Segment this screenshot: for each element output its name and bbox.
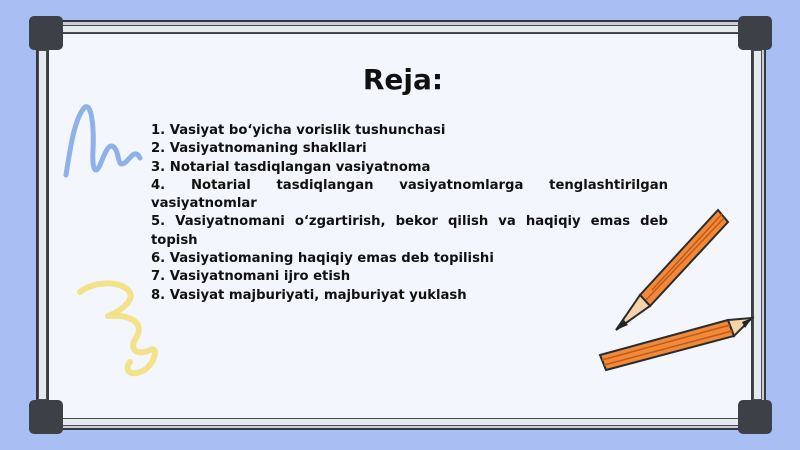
scribble-yellow-icon bbox=[80, 283, 155, 373]
plan-list bbox=[151, 122, 668, 305]
list-item: 6. Vasiyatiomaning haqiqiy emas deb topilishi bbox=[151, 251, 494, 267]
list-item: 2. Vasiyatnomaning shakllari bbox=[151, 141, 367, 157]
list-item: 4. Notarial tasdiqlangan vasiyatnomlarga tenglashtirilgan vasiyatnomlar bbox=[151, 177, 668, 212]
list-item: 5. Vasiyatnomani o‘zgartirish, bekor qilish va haqiqiy emas deb topish bbox=[151, 214, 668, 248]
list-item: 7. Vasiyatnomani ijro etish bbox=[151, 269, 351, 285]
list-item: 1. Vasiyat bo‘yicha vorislik tushunchasi bbox=[151, 123, 446, 138]
scribble-blue-icon bbox=[66, 107, 140, 175]
list-item: 3. Notarial tasdiqlangan vasiyatnoma bbox=[151, 159, 431, 175]
list-item: 8. Vasiyat majburiyati, majburiyat yuklash bbox=[151, 287, 467, 303]
slide-title: Reja: bbox=[362, 63, 444, 96]
